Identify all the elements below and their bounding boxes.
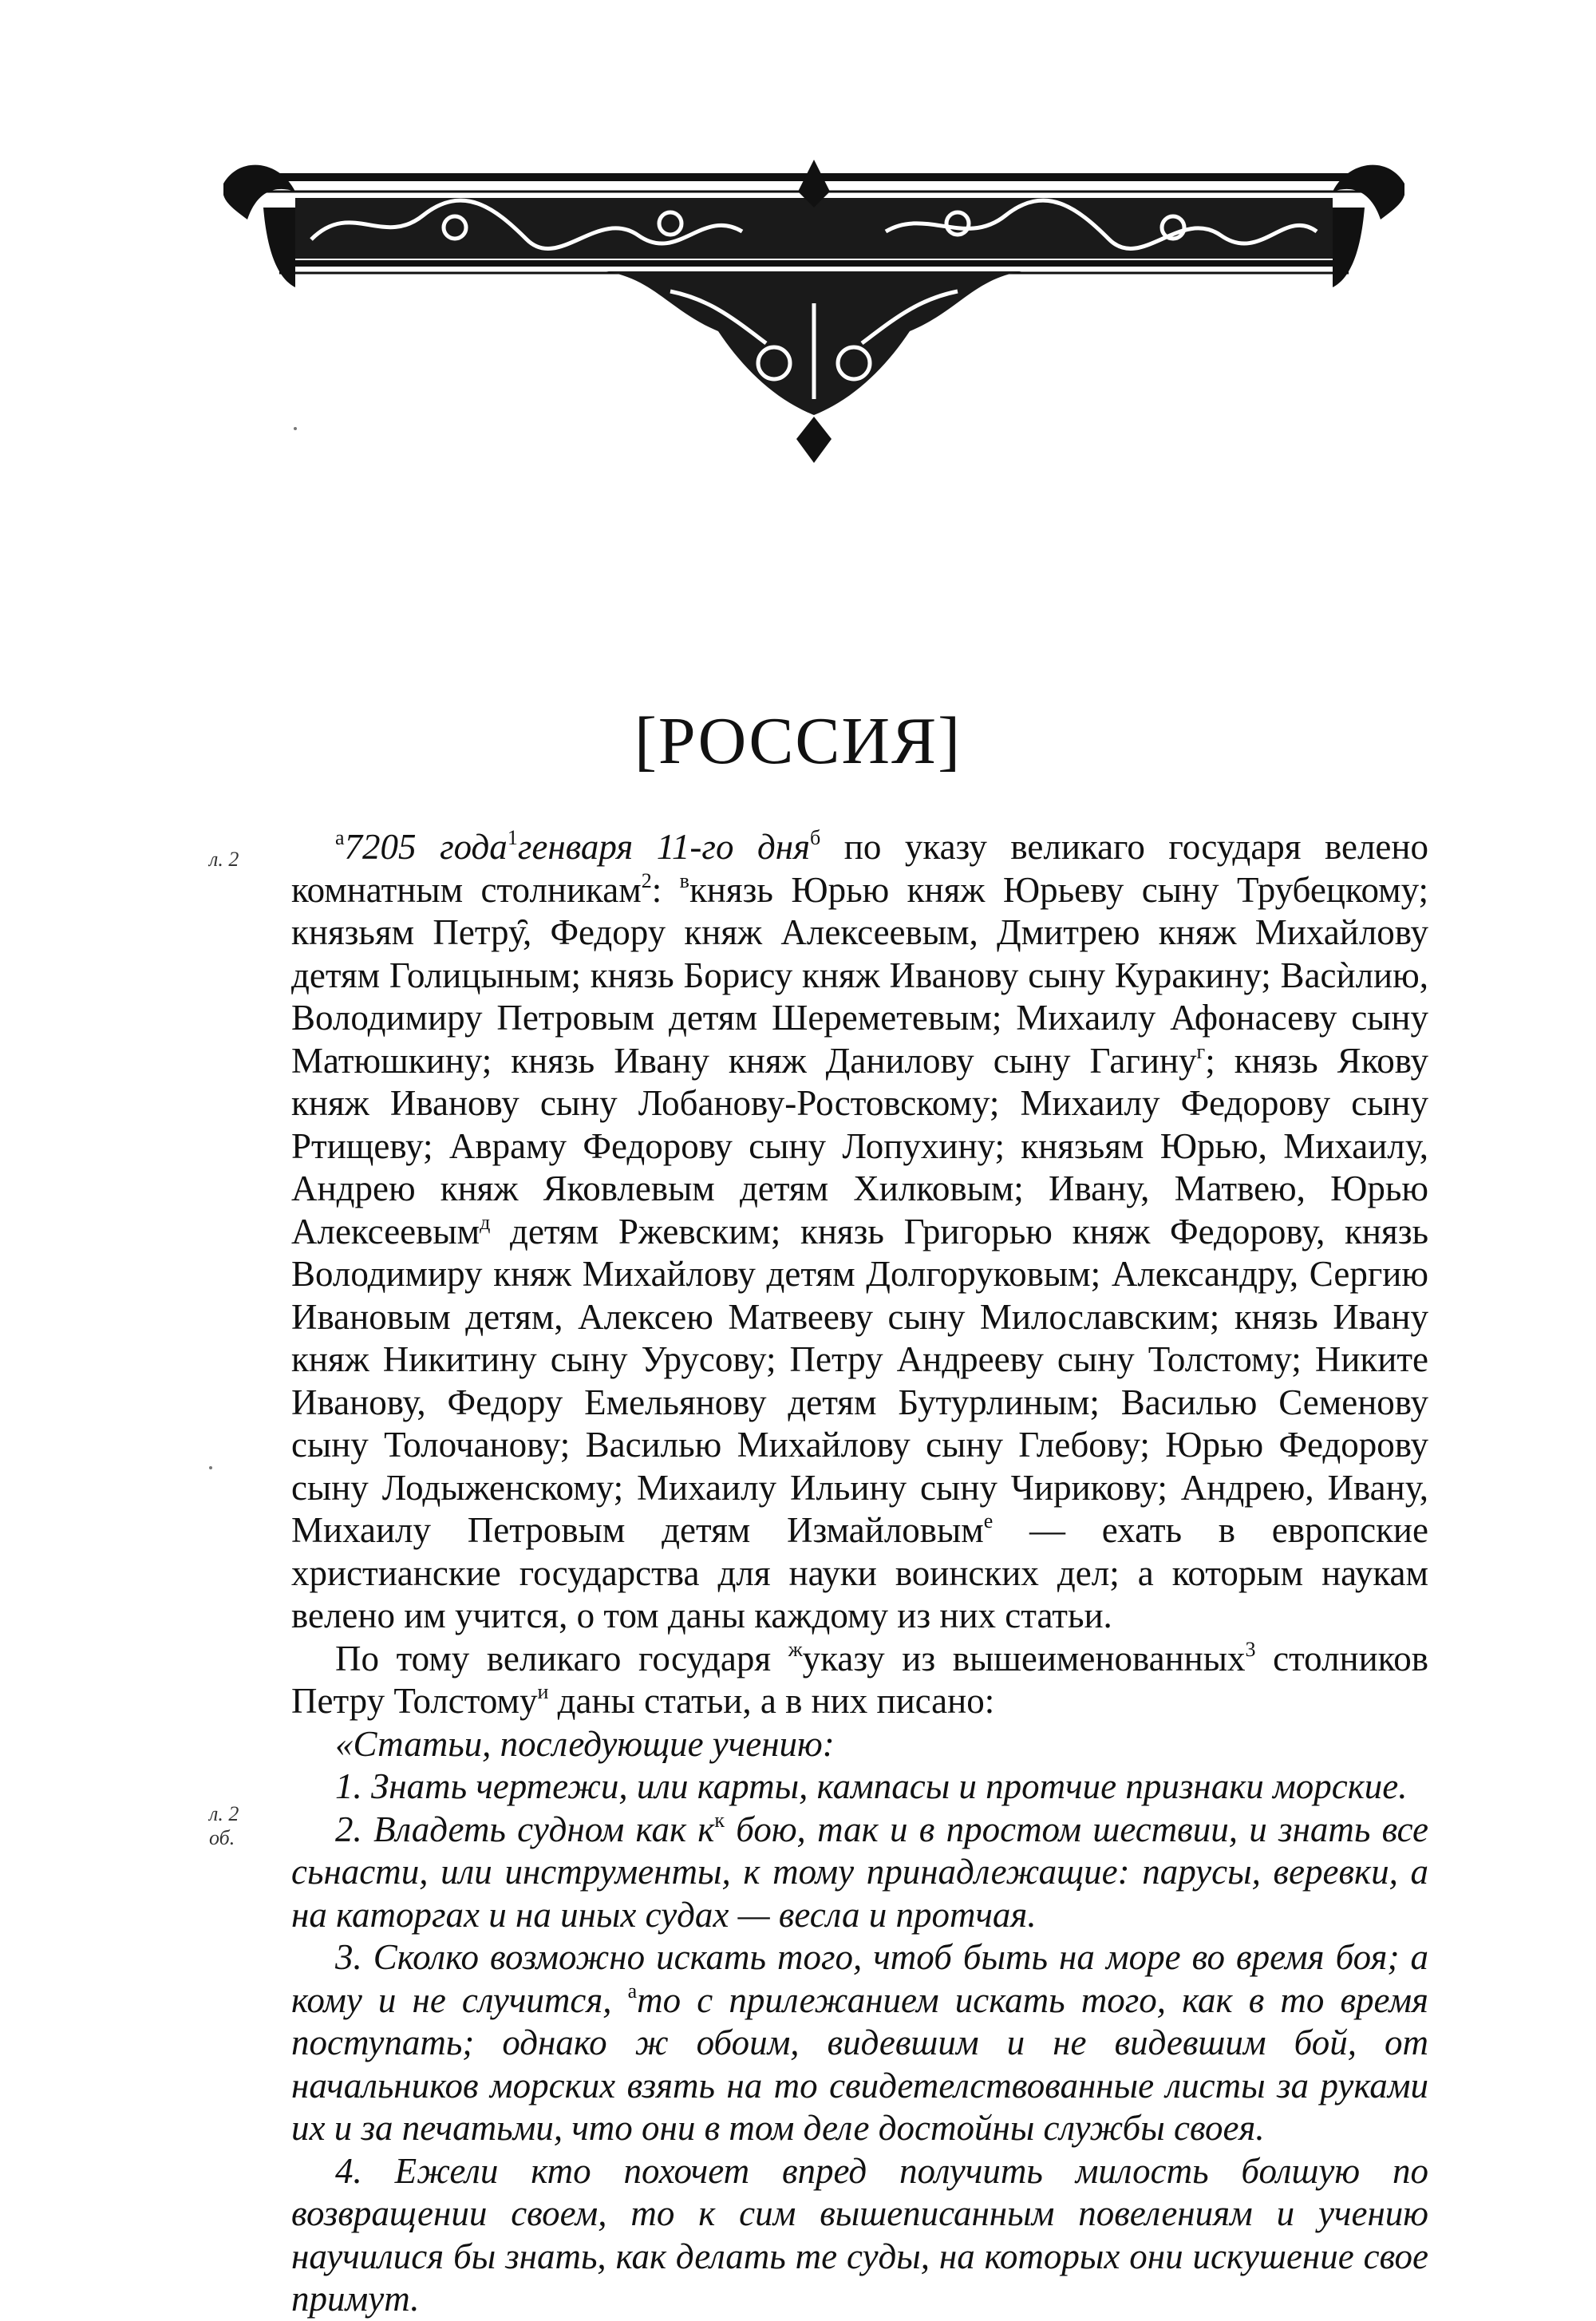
text-run: бою, так и в простом шествии, и знать все сьнасти, или инструменты, к тому принадлежащие: парусы, веревки, а на каторгах и на иных судах — весла и протчая. (291, 1809, 1428, 1935)
text-run: то с прилежанием искать того, как в то время поступать; однако ж обоим, видевшим и не видевшим бой, от начальников морских взять на то свидетелствованные листы за руками их и за печатьми, что они в том деле достойны службы своея. (291, 1979, 1428, 2148)
text-run: 2. Владеть судном как к (335, 1809, 715, 1849)
footnote-marker: 2 (641, 868, 652, 892)
ornamental-headpiece (223, 160, 1404, 463)
text-run: 3. Сколко возможно искать того, чтоб быть на море во время боя; а кому и не случится, (291, 1937, 1428, 2020)
article-2 (291, 1809, 1428, 1937)
article-1: 1. Знать чертежи, или карты, кампасы и протчие признаки морские. (335, 1766, 1408, 1806)
footnote-marker: в (679, 868, 689, 892)
margin-note-leaf-2-verso (209, 1802, 239, 1850)
footnote-marker: г (1196, 1039, 1206, 1063)
text-run: указу из вышеименованных (802, 1638, 1246, 1678)
footnote-marker: д (480, 1210, 491, 1234)
paragraph-decree (291, 826, 1428, 1638)
text-run: даны статьи, а в них писано: (548, 1681, 995, 1721)
speck (209, 1466, 212, 1469)
margin-note-line: об. (209, 1826, 235, 1849)
footnote-marker: к (714, 1808, 725, 1832)
articles-heading: «Статьи, последующие учению: (335, 1723, 835, 1764)
article-4: 4. Ежели кто похочет впред получить милость болшую по возвращении своем, то к сим вышеписанным повелениям и учению научилися бы знать, как делать те суды, на которых они искушение свое примут. (291, 2150, 1428, 2319)
page-title: [РОССИЯ] (634, 704, 962, 778)
article-3 (291, 1936, 1428, 2150)
paragraph-articles-given (291, 1638, 1428, 1723)
text-run: детям Ржевским; князь Григорью княж Федорову, князь Володимиру княж Михайлову детям Долгоруковым; Александру, Сергию Ивановым детям, Алексею Матвееву сыну Милославским; князь Ивану княж Никитину сыну Урусову; Петру Андрееву сыну Толстому; Никите Иванову, Федору Емельянову детям Бутурлиным; Василью Семенову сыну Толочанову; Василью Михайлову сыну Глебову; Юрью Федорову сыну Лодыженскому; Михаилу Ильину сыну Чирикову; Андрею, Ивану, Михаилу Петровым детям Измайловым (291, 1211, 1428, 1550)
text-run: столников Петру Толстому (291, 1638, 1429, 1721)
text-run: По тому великаго государя (335, 1638, 788, 1678)
footnote-marker: а (627, 1979, 638, 2003)
date-day: генваря 11-го дня (517, 827, 810, 867)
speck (294, 427, 297, 430)
text-run: по указу великаго государя велено комнатным столникам (291, 827, 1428, 910)
text-run: ; князь Якову княж Иванову сыну Лобанову-Ростовскому; Михаилу Федорову сыну Ртищеву; Авраму Федорову сыну Лопухину; князьям Юрью, Михаилу, Андрею княж Яковлевым детям Хилковым; Ивану, Матвею, Юрью Алексеевым (291, 1040, 1428, 1251)
footnote-marker: 3 (1245, 1637, 1256, 1661)
date-year: 7205 года (344, 827, 508, 867)
margin-note-line: л. 2 (209, 1802, 239, 1825)
footnote-marker: и (537, 1680, 549, 1703)
document-body (291, 826, 1428, 2321)
footnote-marker: а (335, 826, 345, 849)
footnote-marker: е (983, 1509, 994, 1532)
footnote-marker: 1 (507, 826, 518, 849)
text-run: : (651, 869, 680, 910)
margin-note-leaf-2: л. 2 (209, 848, 239, 871)
text-run: — ехать в европские христианские государства для науки воинских дел; а которым наукам велено им учится, о том даны каждому из них статьи. (291, 1510, 1428, 1635)
footnote-marker: б (810, 826, 821, 849)
footnote-marker: ж (788, 1637, 803, 1661)
text-run: князь Юрью княж Юрьеву сыну Трубецкому; князьям Петру̑, Федору княж Алексеевым, Дмитрею княж Михайлову детям Голицыным; князь Борису княж Иванову сыну Куракину; Васѝлию, Володимиру Петровым детям Шереметевым; Михаилу Афонасеву сыну Матюшкину; князь Ивану княж Данилову сыну Гагину (291, 869, 1429, 1081)
